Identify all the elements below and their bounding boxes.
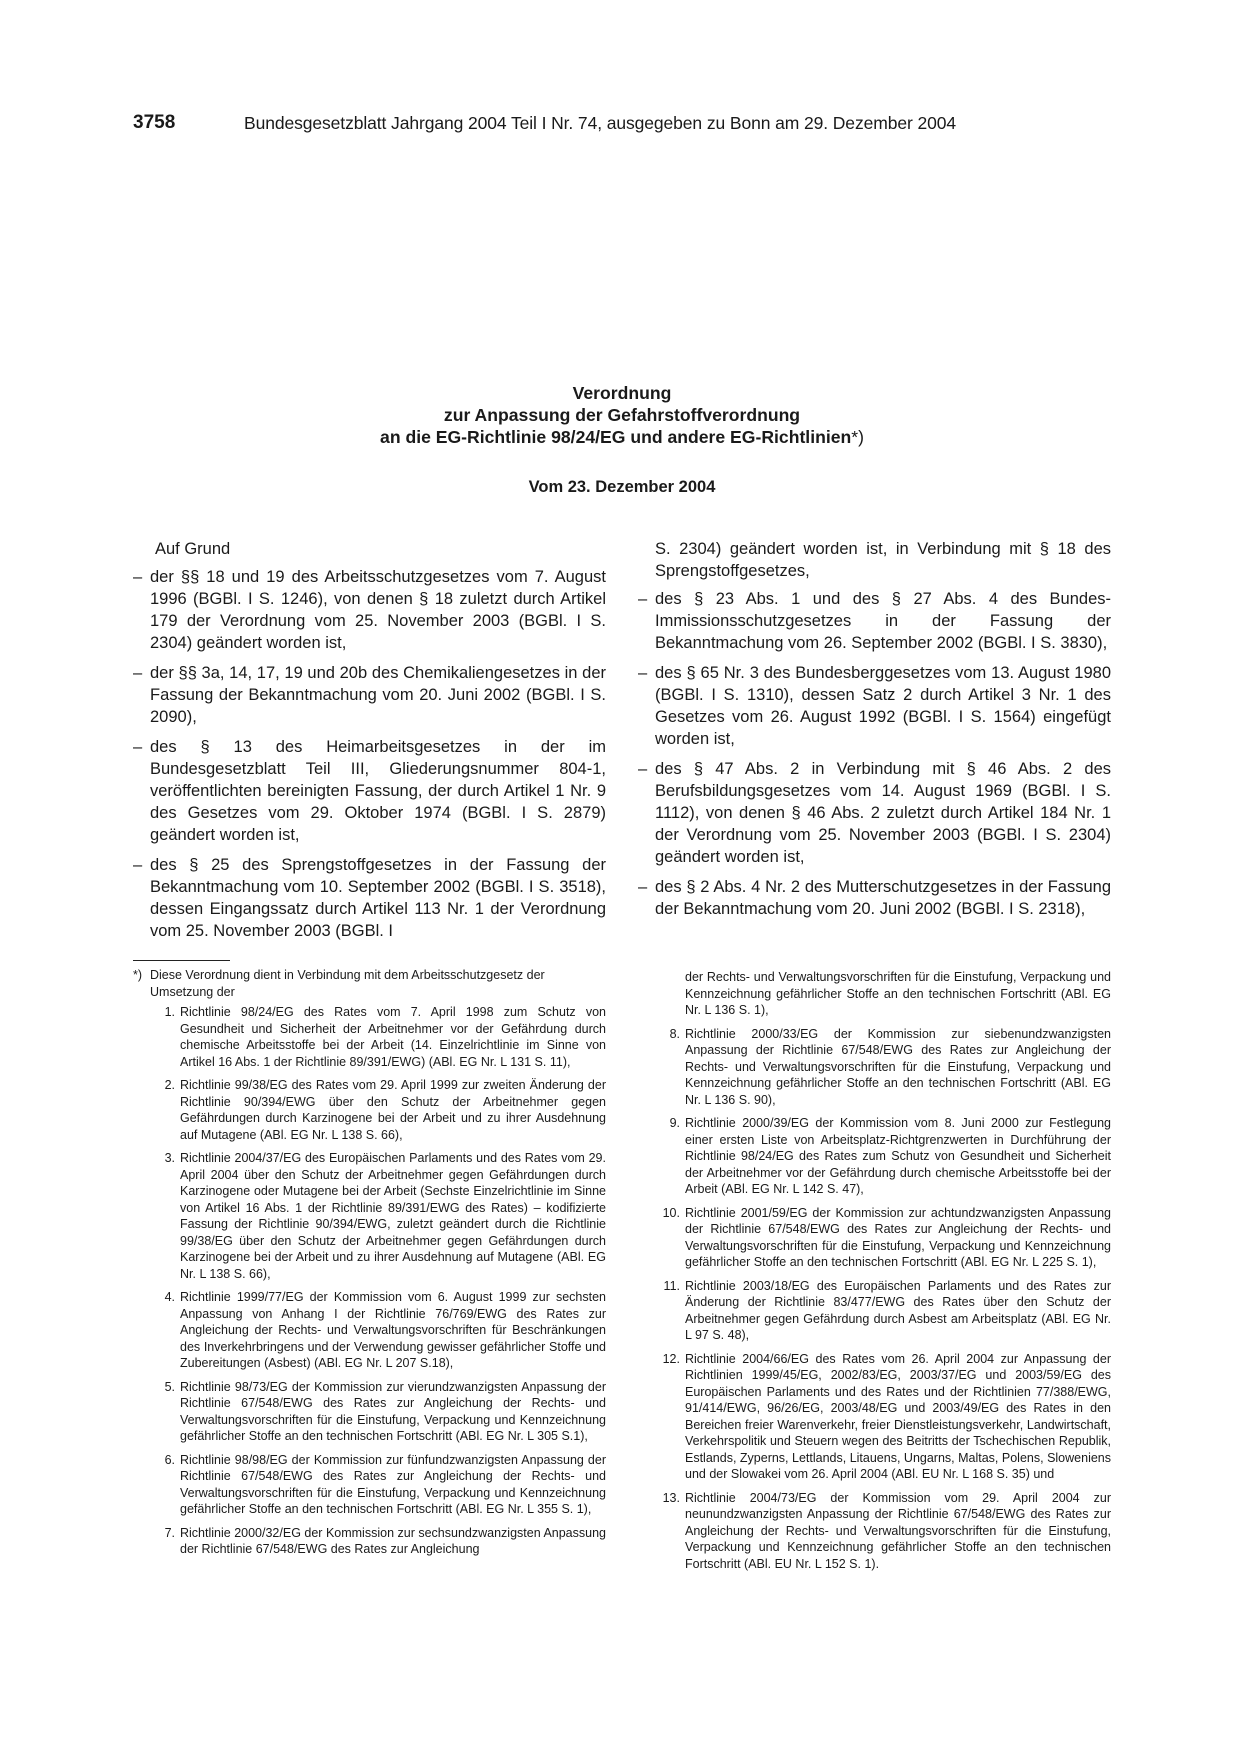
directive-text: Richtlinie 98/73/EG der Kommission zur vierundzwanzigsten Anpassung der Richtlinie 67/548/EWG des Rates zur Angleichung der Rechts- und Verwaltungsvorschriften für die Einstufung, Verpackung und Kennzeichnung gefährlicher Stoffe an den technischen Fortschritt (ABl. EG Nr. L 305 S.1), (180, 1379, 606, 1443)
legal-basis-text: der §§ 18 und 19 des Arbeitsschutzgesetzes vom 7. August 1996 (BGBl. I S. 1246), von denen § 18 zuletzt durch Artikel 179 der Verordnung vom 25. November 2003 (BGBl. I S. 2304) geändert worden ist, (150, 568, 606, 652)
dash-marker: – (133, 664, 143, 682)
running-head: Bundesgesetzblatt Jahrgang 2004 Teil I Nr. 74, ausgegeben zu Bonn am 29. Dezember 2004 (244, 113, 956, 133)
directive-item (638, 1115, 1111, 1198)
directive-number: 1. (164, 1005, 175, 1019)
legal-basis-text: des § 65 Nr. 3 des Bundesberggesetzes vom 13. August 1980 (BGBl. I S. 1310), dessen Satz 2 durch Artikel 3 Nr. 1 des Gesetzes vom 26. August 1992 (BGBl. I S. 1564) eingefügt worden ist, (655, 664, 1111, 748)
directive-item (133, 1452, 606, 1518)
legal-basis-item (133, 566, 606, 654)
legal-basis-continuation: S. 2304) geändert worden ist, in Verbindung mit § 18 des Sprengstoffgesetzes, (655, 540, 1111, 580)
directive-number: 3. (164, 1151, 175, 1165)
directive-number: 10. (662, 1205, 680, 1220)
directive-number: 12. (662, 1351, 680, 1366)
directive-item (133, 1004, 606, 1070)
document-title (0, 382, 1244, 448)
legal-basis-list-left (133, 566, 606, 942)
footnote-column-left (133, 967, 606, 1565)
directive-item (133, 1379, 606, 1445)
legal-basis-text: des § 47 Abs. 2 in Verbindung mit § 46 Abs. 2 des Berufsbildungsgesetzes vom 14. August 1969 (BGBl. I S. 1112), von denen § 46 Abs. 2 zuletzt durch Artikel 184 Nr. 1 der Verordnung vom 25. November 2003 (BGBl. I S. 2304) geändert worden ist, (655, 760, 1111, 866)
title-line-3-text: an die EG-Richtlinie 98/24/EG und andere EG-Richtlinien (380, 427, 852, 447)
dash-marker: – (638, 878, 648, 896)
directive-item (638, 1278, 1111, 1344)
directive-continuation: der Rechts- und Verwaltungsvorschriften für die Einstufung, Verpackung und Kennzeichnung gefährlicher Stoffe an den technischen Fortschritt (ABl. EG Nr. L 136 S. 1), (685, 970, 1111, 1017)
legal-basis-list-right (638, 588, 1111, 920)
dash-marker: – (638, 664, 648, 682)
legal-basis-text: des § 25 des Sprengstoffgesetzes in der Fassung der Bekanntmachung vom 10. September 2002 (BGBl. I S. 3518), dessen Eingangssatz durch Artikel 113 Nr. 1 der Verordnung vom 25. November 2003 (BGBl. I (150, 856, 606, 940)
directive-item (133, 1077, 606, 1143)
legal-basis-text: der §§ 3a, 14, 17, 19 und 20b des Chemikaliengesetzes in der Fassung der Bekanntmachung vom 20. Juni 2002 (BGBl. I S. 2090), (150, 664, 606, 726)
legal-basis-item (133, 736, 606, 846)
title-footnote-ref: *) (851, 427, 864, 447)
directive-text: Richtlinie 99/38/EG des Rates vom 29. April 1999 zur zweiten Änderung der Richtlinie 90/394/EWG über den Schutz der Arbeitnehmer gegen Gefährdungen durch Karzinogene bei der Arbeit und zu ihrer Ausdehnung auf Mutagene (ABl. EG Nr. L 138 S. 66), (180, 1078, 606, 1142)
footnote-divider (133, 960, 230, 961)
directive-text: Richtlinie 2001/59/EG der Kommission zur achtundzwanzigsten Anpassung der Richtlinie 67/548/EWG des Rates zur Angleichung der Rechts- und Verwaltungsvorschriften für die Einstufung, Verpackung und Kennzeichnung gefährlicher Stoffe an den technischen Fortschritt (ABl. EG Nr. L 225 S. 1), (685, 1205, 1111, 1269)
legal-basis-text: des § 2 Abs. 4 Nr. 2 des Mutterschutzgesetzes in der Fassung der Bekanntmachung vom 20. Juni 2002 (BGBl. I S. 2318), (655, 878, 1111, 918)
directive-text: Richtlinie 2000/32/EG der Kommission zur sechsundzwanzigsten Anpassung der Richtlinie 67/548/EWG des Rates zur Angleichung (180, 1525, 606, 1556)
directive-text: Richtlinie 98/24/EG des Rates vom 7. April 1998 zum Schutz von Gesundheit und Sicherheit der Arbeitnehmer vor der Gefährdung durch chemische Arbeitsstoffe bei der Arbeit (14. Einzelrichtlinie im Sinne von Artikel 16 Abs. 1 der Richtlinie 89/391/EWG) (ABl. EG Nr. L 131 S. 11), (180, 1005, 606, 1069)
directive-text: Richtlinie 1999/77/EG der Kommission vom 6. August 1999 zur sechsten Anpassung von Anhang I der Richtlinie 76/769/EWG des Rates zur Angleichung der Rechts- und Verwaltungsvorschriften für Beschränkungen des Inverkehrbringens und der Verwendung gewisser gefährlicher Stoffe und Zubereitungen (Asbest) (ABl. EG Nr. L 207 S.18), (180, 1290, 606, 1370)
directive-text: Richtlinie 2004/66/EG des Rates vom 26. April 2004 zur Anpassung der Richtlinien 1999/45/EG, 2002/83/EG, 2003/37/EG und 2003/59/EG des Europäischen Parlaments und des Rates und der Richtlinien 77/388/EWG, 91/414/EWG, 96/26/EG, 2003/48/EG und 2003/49/EG des Rates in den Bereichen freier Warenverkehr, freier Dienstleistungsverkehr, Landwirtschaft, Verkehrspolitik und Steuern wegen des Beitritts der Tschechischen Republik, Estlands, Zyperns, Lettlands, Litauens, Ungarns, Maltas, Polens, Sloweniens und der Slowakei vom 26. April 2004 (ABl. EU Nr. L 168 S. 35) und (685, 1351, 1111, 1481)
dash-marker: – (638, 760, 648, 778)
directive-item (638, 1205, 1111, 1271)
directive-text: Richtlinie 2000/33/EG der Kommission zur siebenundzwanzigsten Anpassung der Richtlinie 67/548/EWG des Rates zur Angleichung der Rechts- und Verwaltungsvorschriften für die Einstufung, Verpackung und Kennzeichnung gefährlicher Stoffe an den technischen Fortschritt (ABl. EG Nr. L 136 S. 90), (685, 1026, 1111, 1107)
directive-number: 2. (164, 1078, 175, 1092)
directive-item (133, 1289, 606, 1372)
directive-text: Richtlinie 2004/73/EG der Kommission vom 29. April 2004 zur neunundzwanzigsten Anpassung der Richtlinie 67/548/EWG des Rates zur Angleichung der Rechts- und Verwaltungsvorschriften für die Einstufung, Verpackung und Kennzeichnung gefährlicher Stoffe an den technischen Fortschritt (ABl. EU Nr. L 152 S. 1). (685, 1490, 1111, 1571)
legal-basis-item (638, 588, 1111, 654)
directive-text: Richtlinie 98/98/EG der Kommission zur fünfundzwanzigsten Anpassung der Richtlinie 67/548/EWG des Rates zur Angleichung der Rechts- und Verwaltungsvorschriften für die Einstufung, Verpackung und Kennzeichnung gefährlicher Stoffe an den technischen Fortschritt (ABl. EG Nr. L 355 S. 1), (180, 1452, 606, 1516)
directive-item (638, 1351, 1111, 1483)
title-line-2: zur Anpassung der Gefahrstoffverordnung (443, 405, 801, 425)
footnote-marker: *) (133, 968, 143, 982)
footnote-intro (133, 967, 606, 1000)
directive-text: Richtlinie 2004/37/EG des Europäischen Parlaments und des Rates vom 29. April 2004 über den Schutz der Arbeitnehmer gegen Gefährdungen durch Karzinogene oder Mutagene bei der Arbeit (Sechste Einzelrichtlinie im Sinne von Artikel 16 Abs. 1 der Richtlinie 89/391/EWG des Rates) – kodifizierte Fassung der Richtlinie 90/394/EWG, zuletzt geändert durch die Richtlinie 99/38/EG über den Schutz der Arbeitnehmer gegen Gefährdungen durch Karzinogene bei der Arbeit und zu ihrer Ausdehnung auf Mutagene (ABl. EG Nr. L 138 S. 66), (180, 1151, 606, 1281)
directive-list-left (133, 1004, 606, 1558)
legal-basis-text: des § 13 des Heimarbeitsgesetzes in der im Bundesgesetzblatt Teil III, Gliederungsnummer 804-1, veröffentlichten bereinigten Fassung, der durch Artikel 1 Nr. 9 des Gesetzes vom 29. Oktober 1974 (BGBl. I S. 2879) geändert worden ist, (150, 738, 606, 844)
legal-basis-item (133, 854, 606, 942)
document-date: Vom 23. Dezember 2004 (528, 478, 716, 496)
directive-item (638, 1026, 1111, 1109)
body-intro: Auf Grund (155, 540, 231, 558)
legal-basis-item (638, 876, 1111, 920)
directive-number: 9. (669, 1116, 680, 1130)
body-column-right (638, 538, 1111, 928)
title-line-3 (0, 426, 1244, 448)
body-column-left (133, 538, 606, 950)
dash-marker: – (133, 738, 143, 756)
title-line-1: Verordnung (572, 383, 672, 403)
dash-marker: – (133, 568, 143, 586)
footnote-intro-text: Diese Verordnung dient in Verbindung mit dem Arbeitsschutzgesetz der Umsetzung der (150, 968, 545, 999)
page-number: 3758 (133, 112, 176, 133)
directive-number: 4. (164, 1290, 175, 1304)
directive-text: Richtlinie 2003/18/EG des Europäischen Parlaments und des Rates zur Änderung der Richtlinie 83/477/EWG des Rates über den Schutz der Arbeitnehmer gegen Gefährdung durch Asbest am Arbeitsplatz (ABl. EG Nr. L 97 S. 48), (685, 1278, 1111, 1342)
directive-list-right (638, 1026, 1111, 1573)
directive-number: 11. (663, 1278, 680, 1293)
directive-number: 7. (164, 1525, 175, 1540)
directive-item (133, 1150, 606, 1282)
footnote-column-right (638, 969, 1111, 1579)
directive-number: 6. (164, 1452, 175, 1467)
directive-number: 8. (669, 1026, 680, 1041)
dash-marker: – (133, 856, 143, 874)
directive-number: 5. (164, 1379, 175, 1394)
legal-basis-item (638, 758, 1111, 868)
legal-basis-text: des § 23 Abs. 1 und des § 27 Abs. 4 des Bundes-Immissionsschutzgesetzes in der Fassung der Bekanntmachung vom 26. September 2002 (BGBl. I S. 3830), (655, 590, 1111, 652)
legal-basis-item (638, 662, 1111, 750)
directive-text: Richtlinie 2000/39/EG der Kommission vom 8. Juni 2000 zur Festlegung einer ersten Liste von Arbeitsplatz-Richtgrenzwerten in Durchführung der Richtlinie 98/24/EG des Rates zum Schutz von Gesundheit und Sicherheit der Arbeitnehmer vor der Gefährdung durch chemische Arbeitsstoffe bei der Arbeit (ABl. EG Nr. L 142 S. 47), (685, 1116, 1111, 1196)
directive-item (133, 1525, 606, 1558)
directive-item (638, 1490, 1111, 1573)
directive-number: 13. (662, 1490, 680, 1505)
legal-basis-item (133, 662, 606, 728)
dash-marker: – (638, 590, 648, 608)
